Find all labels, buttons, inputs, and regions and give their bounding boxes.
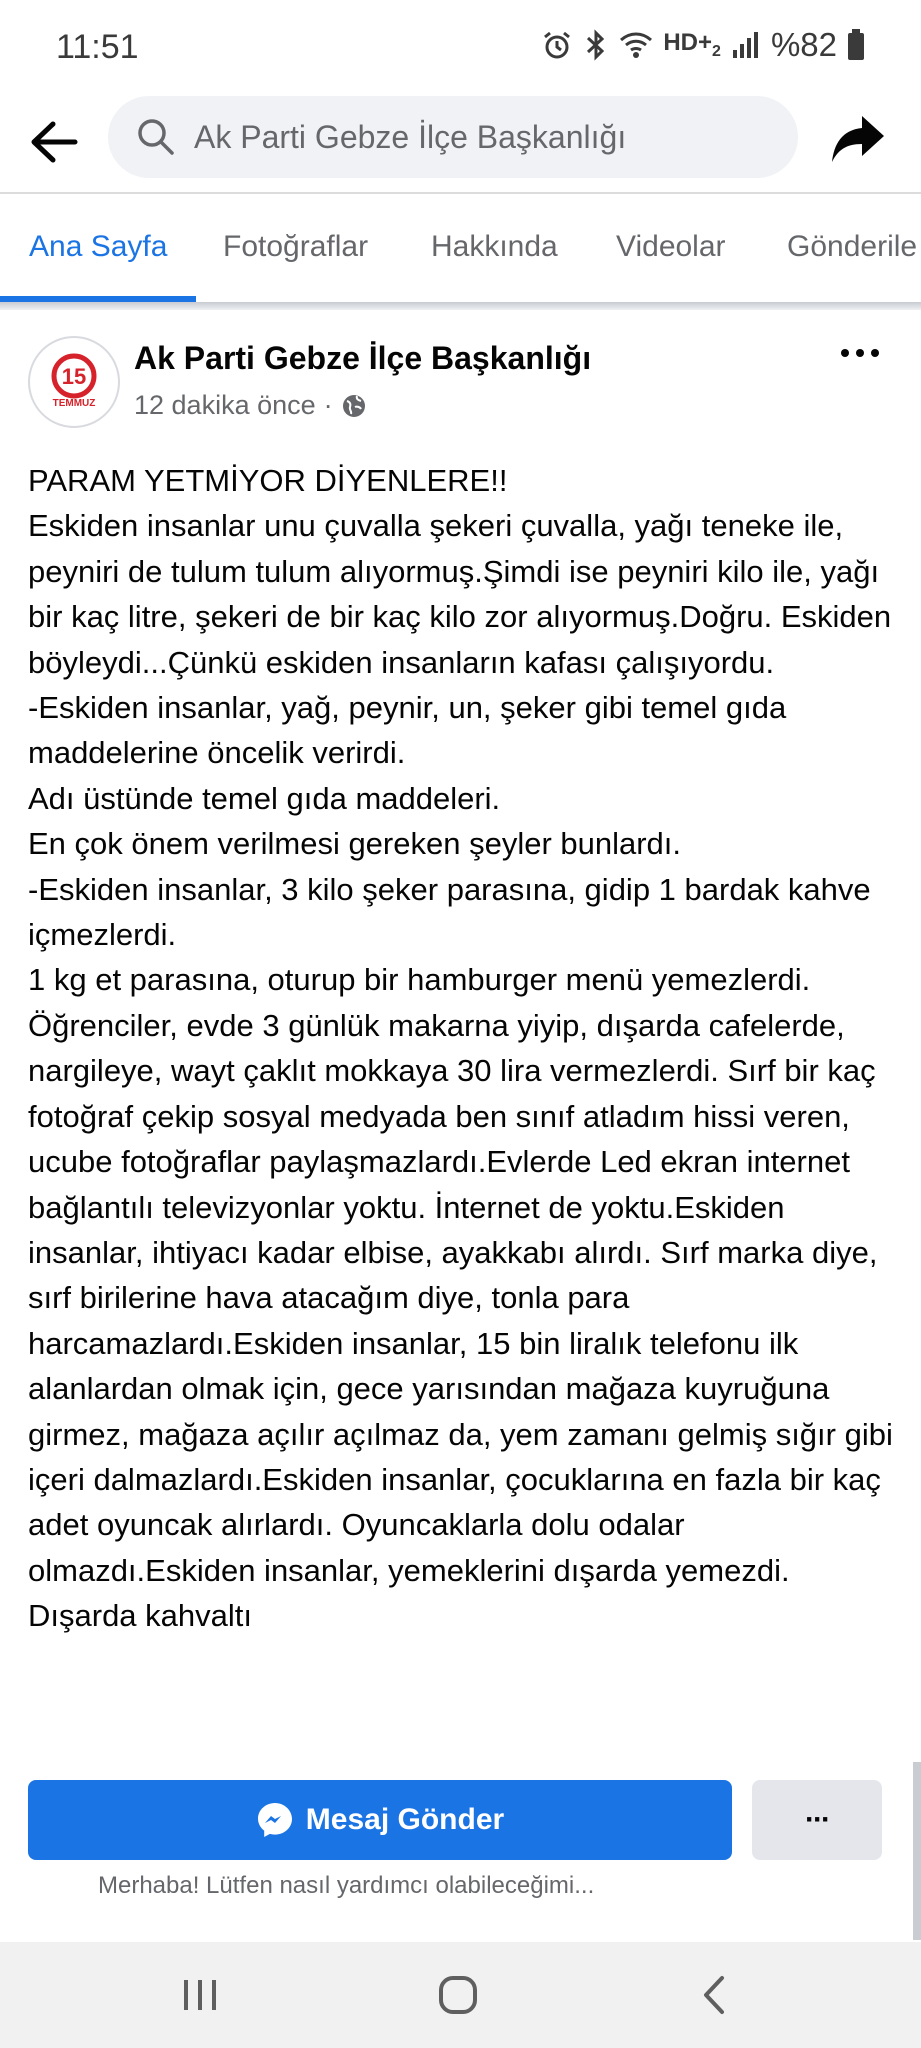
tab-fotograflar[interactable]: Fotoğraflar bbox=[223, 230, 369, 263]
tab-hakkinda[interactable]: Hakkında bbox=[431, 230, 558, 263]
post-author[interactable]: Ak Parti Gebze İlçe Başkanlığı bbox=[134, 340, 592, 376]
messenger-icon bbox=[256, 1801, 294, 1839]
share-button[interactable] bbox=[825, 106, 891, 172]
status-bar bbox=[0, 0, 921, 92]
post-paragraph: Eskiden insanlar unu çuvalla şekeri çuvalla, yağı teneke ile, peyniri de tulum tulum alıyormuş.Şimdi ise peyniri kilo ile, yağı bir kaç litre, şekeri de bir kaç kilo zor alıyormuş.Doğru. Eskiden böyleydi...Çünkü eskiden insanların kafası çalışıyordu. bbox=[28, 508, 892, 680]
send-message-label: Mesaj Gönder bbox=[305, 1803, 505, 1836]
post-paragraph: Adı üstünde temel gıda maddeleri. bbox=[28, 780, 501, 816]
post-paragraph: PARAM YETMİYOR DİYENLERE!! bbox=[28, 463, 508, 498]
home-icon bbox=[438, 1975, 478, 2015]
tab-videolar[interactable]: Videolar bbox=[616, 230, 726, 263]
battery-icon bbox=[847, 29, 865, 61]
tab-ana-sayfa[interactable]: Ana Sayfa bbox=[29, 230, 168, 263]
globe-icon bbox=[341, 393, 367, 419]
bluetooth-icon bbox=[583, 29, 609, 61]
more-actions-button[interactable] bbox=[752, 1780, 882, 1860]
status-icons bbox=[541, 26, 865, 64]
post-paragraph: En çok önem verilmesi gereken şeyler bunlardı. bbox=[28, 826, 682, 862]
post-time[interactable]: 12 dakika önce bbox=[134, 390, 316, 420]
share-icon bbox=[830, 114, 886, 164]
battery-percent: %82 bbox=[770, 26, 837, 63]
post-header bbox=[0, 318, 921, 438]
chevron-left-icon bbox=[702, 1975, 726, 2015]
back-nav-button[interactable] bbox=[684, 1970, 744, 2020]
tabs-divider bbox=[0, 302, 921, 310]
alarm-icon bbox=[541, 29, 573, 61]
avatar[interactable] bbox=[28, 336, 120, 428]
more-actions-label: ··· bbox=[805, 1803, 829, 1836]
post-paragraph: 1 kg et parasına, oturup bir hamburger menü yemezlerdi. bbox=[28, 962, 811, 998]
search-query: Ak Parti Gebze İlçe Başkanlığı bbox=[194, 118, 627, 155]
network-type: $HD+_2$ bbox=[663, 29, 721, 60]
svg-text:15: 15 bbox=[61, 364, 87, 389]
signal-icon bbox=[731, 30, 761, 60]
clock: 11:51 bbox=[56, 28, 139, 66]
tab-gonderiler[interactable]: Gönderile bbox=[787, 230, 918, 263]
arrow-left-icon bbox=[29, 120, 79, 164]
back-button[interactable] bbox=[24, 112, 84, 172]
home-button[interactable] bbox=[428, 1970, 488, 2020]
post-text bbox=[28, 458, 898, 1763]
recent-apps-button[interactable] bbox=[170, 1970, 230, 2020]
post-paragraph: Öğrenciler, evde 3 günlük makarna yiyip, dışarda cafelerde, nargileye, wayt çaklıt mokkaya 30 lira vermezlerdi. Sırf bir kaç fotoğraf çekip sosyal medyada ben sınıf atladım hissi veren, ucube fotoğraflar paylaşmazlardı.Evlerde Led ekran internet bağlantılı televizyonlar yoktu. İnternet de yoktu.Eskiden insanlar, ihtiyacı kadar elbise, ayakkabı alırdı. Sırf marka diye, sırf birilerine hava atacağım diye, tonla para harcamazlardı.Eskiden insanlar, 15 bin liralık telefonu ilk alanlardan olmak için, gece yarısından mağaza kuyruğuna girmez, mağaza açılır açılmaz da, yem zamanı gelmiş sığır gibi içeri dalmazlardı.Eskiden insanlar, çocuklarına en fazla bir kaç adet oyuncak alırlardı. Oyuncaklarla dolu odalar olmazdı.Eskiden insanlar, yemeklerini dışarda yemezdi. Dışarda kahvaltı bbox=[28, 1007, 893, 1634]
search-header bbox=[0, 92, 921, 192]
search-input[interactable] bbox=[108, 96, 798, 178]
wifi-icon bbox=[619, 30, 653, 60]
system-nav-bar bbox=[0, 1942, 921, 2048]
scrollbar[interactable] bbox=[913, 1762, 921, 1940]
meta-separator: · bbox=[323, 390, 333, 420]
recent-apps-icon bbox=[182, 1978, 218, 2012]
post-options-button[interactable] bbox=[835, 338, 885, 368]
logo-15-temmuz bbox=[34, 342, 114, 422]
post-paragraph: -Eskiden insanlar, 3 kilo şeker parasına, gidip 1 bardak kahve içmezlerdi. bbox=[28, 871, 871, 953]
svg-text:TEMMUZ: TEMMUZ bbox=[52, 398, 96, 409]
search-icon bbox=[134, 115, 178, 159]
post-meta bbox=[134, 390, 367, 421]
more-dots-icon bbox=[840, 348, 880, 358]
post-paragraph: -Eskiden insanlar, yağ, peynir, un, şeker gibi temel gıda maddelerine öncelik verirdi. bbox=[28, 690, 787, 771]
page-tabs bbox=[0, 194, 921, 302]
greeting-text[interactable]: Merhaba! Lütfen nasıl yardımcı olabileceğimi... bbox=[98, 1872, 595, 1899]
send-message-button[interactable] bbox=[28, 1780, 732, 1860]
